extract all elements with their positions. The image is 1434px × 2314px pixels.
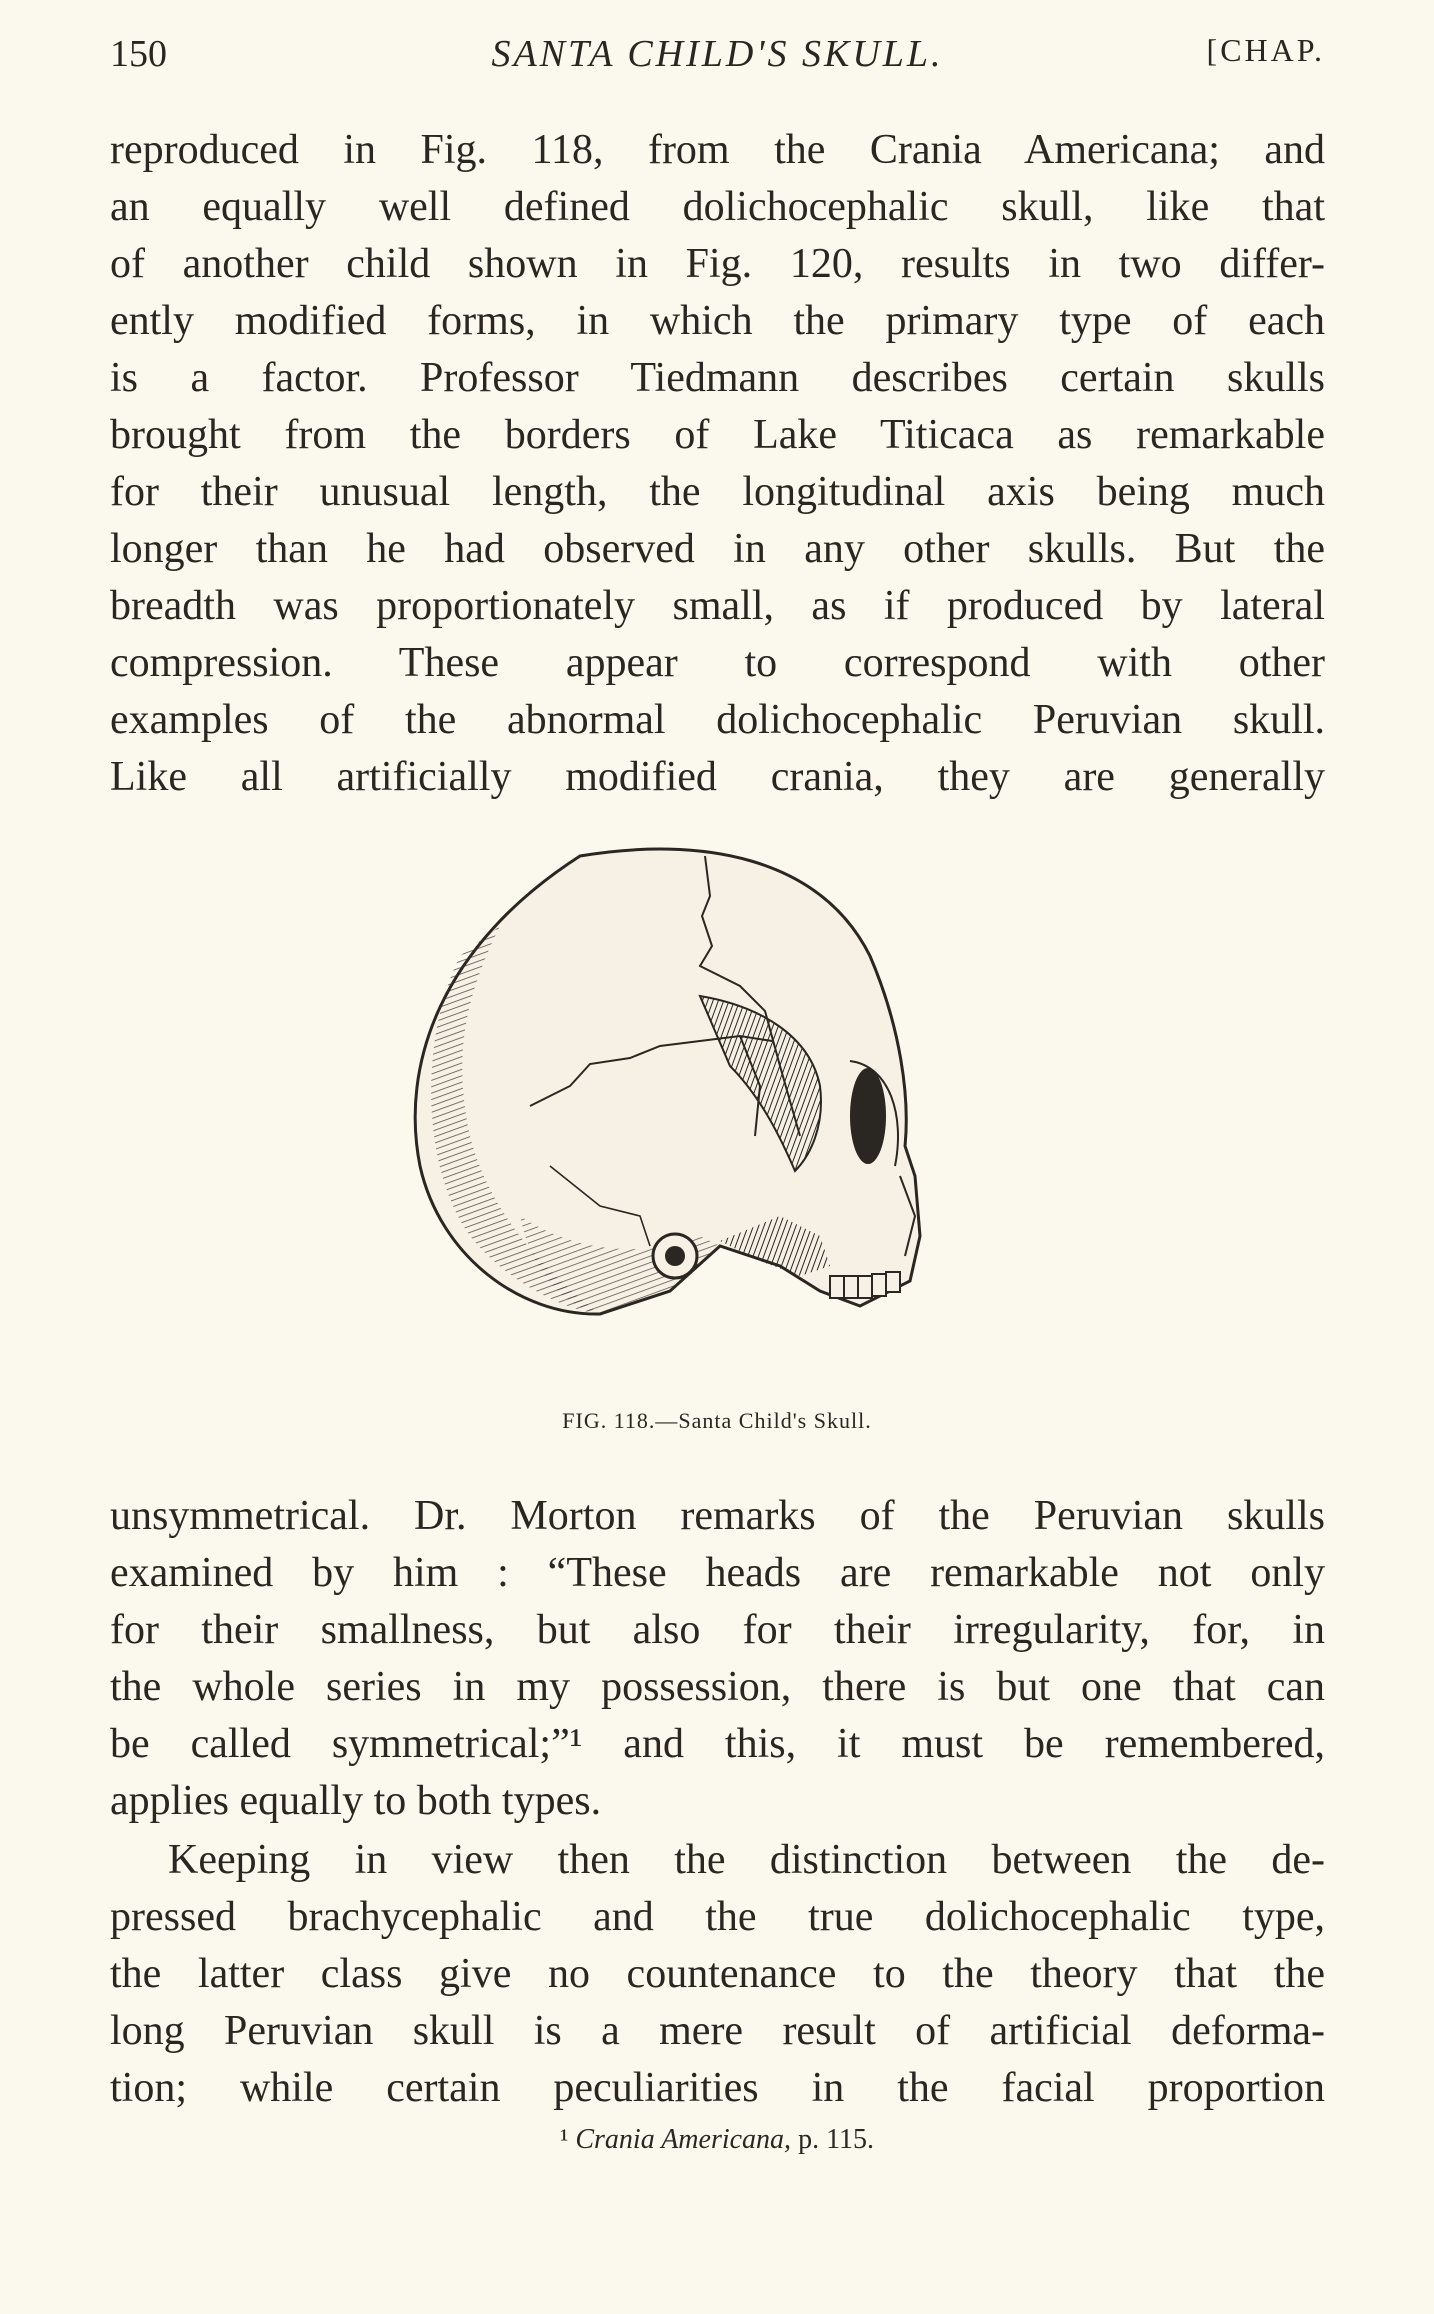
text-line: pressed brachycephalic and the true dolichocephalic type, xyxy=(110,1894,1325,1940)
text-line: Like all artificially modified crania, they are generally xyxy=(110,754,1325,800)
text-line: is a factor. Professor Tiedmann describes certain skulls xyxy=(110,355,1325,401)
text-line: long Peruvian skull is a mere result of artificial deforma- xyxy=(110,2008,1325,2054)
text-line: ently modified forms, in which the primary type of each xyxy=(110,298,1325,344)
text-line: unsymmetrical. Dr. Morton remarks of the Peruvian skulls xyxy=(110,1493,1325,1539)
skull-drawing xyxy=(400,836,990,1356)
footnote-source: Crania Americana, xyxy=(575,2124,792,2155)
paragraph-2 xyxy=(110,1488,1325,1830)
text-line: reproduced in Fig. 118, from the Crania Americana; and xyxy=(110,127,1325,173)
text-line: examined by him : “These heads are remarkable not only xyxy=(110,1550,1325,1596)
text-line: the latter class give no countenance to the theory that the xyxy=(110,1951,1325,1997)
text-line: be called symmetrical;”¹ and this, it must be remembered, xyxy=(110,1721,1325,1767)
text-line: applies equally to both types. xyxy=(110,1778,602,1824)
text-line: an equally well defined dolichocephalic skull, like that xyxy=(110,184,1325,230)
text-line: longer than he had observed in any other skulls. But the xyxy=(110,526,1325,572)
text-line: examples of the abnormal dolichocephalic Peruvian skull. xyxy=(110,697,1325,743)
running-title: SANTA CHILD'S SKULL. xyxy=(491,33,944,75)
page-number: 150 xyxy=(110,33,167,75)
text-line: of another child shown in Fig. 120, results in two differ- xyxy=(110,241,1325,287)
footnote xyxy=(0,2124,1434,2156)
text-line: for their unusual length, the longitudinal axis being much xyxy=(110,469,1325,515)
text-line: for their smallness, but also for their irregularity, for, in xyxy=(110,1607,1325,1653)
running-header xyxy=(110,32,1325,82)
text-line: brought from the borders of Lake Titicaca as remarkable xyxy=(110,412,1325,458)
skull-illustration xyxy=(400,836,990,1356)
figure-caption: FIG. 118.—Santa Child's Skull. xyxy=(562,1408,872,1433)
paragraph-3 xyxy=(110,1832,1325,2117)
text-line: breadth was proportionately small, as if produced by lateral xyxy=(110,583,1325,629)
footnote-page: p. 115. xyxy=(798,2124,875,2155)
footnote-marker: ¹ xyxy=(559,2124,569,2155)
text-line: Keeping in view then the distinction between the de- xyxy=(168,1837,1325,1883)
text-line: the whole series in my possession, there is but one that can xyxy=(110,1664,1325,1710)
text-line: compression. These appear to correspond with other xyxy=(110,640,1325,686)
paragraph-1 xyxy=(110,122,1325,806)
text-line: tion; while certain peculiarities in the facial proportion xyxy=(110,2065,1325,2111)
chapter-marker: [CHAP. xyxy=(1206,32,1325,68)
